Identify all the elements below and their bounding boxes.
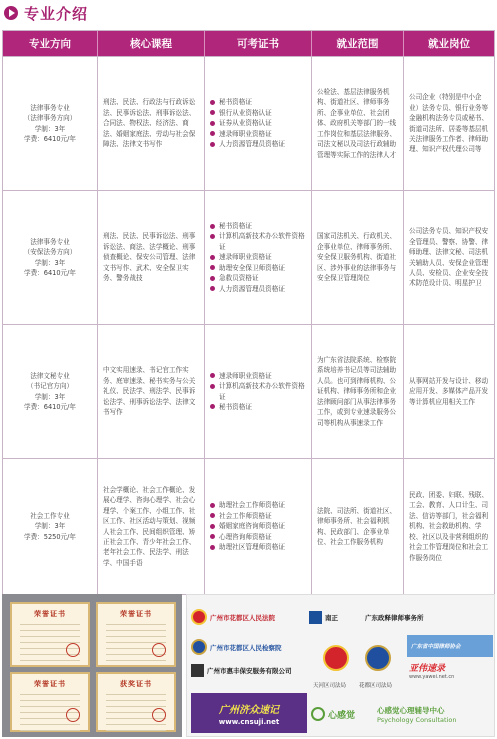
cert-item: 速录师职业资格证 bbox=[210, 371, 306, 381]
table-row bbox=[3, 56, 494, 190]
certs-cell bbox=[205, 325, 312, 458]
partners-logos bbox=[186, 594, 495, 737]
certificates-photo bbox=[2, 594, 182, 737]
partner-banner: 广东省中国律师协会 bbox=[407, 635, 493, 657]
cert-item: 人力资源管理员资格证 bbox=[210, 139, 306, 149]
procuratorate-emblem-icon bbox=[191, 639, 207, 655]
partner-logo: 广州市花都区人民检察院 bbox=[191, 637, 311, 657]
table-row bbox=[3, 324, 494, 458]
security-logo-icon bbox=[191, 664, 204, 677]
partner-banner: 广州济众速记 www.cnsuji.net bbox=[191, 693, 307, 733]
cert-item: 社会工作师资格证 bbox=[210, 511, 306, 521]
court-emblem-icon bbox=[191, 609, 207, 625]
partner-logo: 心感觉心理辅导中心 Psychology Consultation bbox=[377, 705, 457, 724]
partner-logo: 心感觉 bbox=[311, 699, 371, 729]
emblem-icon bbox=[365, 645, 391, 671]
column-header: 专业方向 bbox=[3, 31, 98, 56]
partner-logo: 南正 bbox=[309, 607, 359, 627]
section-header bbox=[0, 0, 497, 28]
cert-item: 心理咨询师资格证 bbox=[210, 532, 306, 542]
scope-cell: 公检法、基层法律服务机构、街道社区、律师事务所、企事业单位、社会团体、政府机关等部门的一线工作岗位和基层法律服务、司法文秘以及司法行政辅助管理等实际工作的法律人才 bbox=[312, 57, 404, 190]
nanzheng-logo-icon bbox=[309, 611, 322, 624]
cert-item: 助理社会工作师资格证 bbox=[210, 500, 306, 510]
partner-logo: 广东政释律师事务所 bbox=[365, 613, 424, 622]
partner-logo: 广州市花都区人民法院 bbox=[191, 607, 306, 627]
jobs-cell: 公司法务专员、知识产权安全管理员、警察、协警、律师助理、法律文秘、司法机关辅助人员、安保企业管理人员、安检员、企业安全技术防范设计员、明星护卫 bbox=[409, 227, 489, 288]
emblem-icon bbox=[323, 645, 349, 671]
column-header: 核心课程 bbox=[98, 31, 205, 56]
partner-emblem bbox=[359, 639, 397, 677]
certificate: 荣誉证书 bbox=[10, 602, 90, 667]
cert-item: 速录师职业资格证 bbox=[210, 129, 306, 139]
jobs-cell: 民政、团委、妇联、残联、工会、教育、人口计生、司法、信访等部门，社会福利机构、社会救助机构、学校、社区以及非营利组织的社会工作管理岗位和社会工作服务岗位 bbox=[409, 491, 489, 562]
bottom-section bbox=[2, 594, 495, 737]
jobs-cell: 公司企业（特别是中小企业）法务专员、银行业务等金融机构法务专员或秘书、街道司法所、居委等基层机关法律服务工作者、律师助理、知识产权代理公司等 bbox=[409, 93, 489, 154]
major-cell: 法律事务专业 （法律事务方向） 学制：3年 学费：6410元/年 bbox=[3, 57, 98, 190]
certs-cell bbox=[205, 191, 312, 324]
major-cell: 法律事务专业 （安保法务方向） 学制：3年 学费：6410元/年 bbox=[3, 191, 98, 324]
seal-icon bbox=[66, 643, 80, 657]
cert-item: 银行从业资格认证 bbox=[210, 108, 306, 118]
cert-item: 秘书资格证 bbox=[210, 402, 306, 412]
cert-item: 计算机高新技术办公软件资格证 bbox=[210, 231, 306, 252]
seal-icon bbox=[66, 708, 80, 722]
table-row bbox=[3, 190, 494, 324]
jobs-cell: 从事网站开发与设计、移动应用开发、多媒体产品开发等计算机应用相关工作 bbox=[409, 376, 489, 406]
cert-item: 秘书资格证 bbox=[210, 97, 306, 107]
column-header: 就业范围 bbox=[312, 31, 404, 56]
column-header: 可考证书 bbox=[205, 31, 312, 56]
partner-caption: 天河区司法局 bbox=[313, 683, 347, 689]
seal-icon bbox=[152, 708, 166, 722]
column-header: 就业岗位 bbox=[428, 38, 470, 50]
partner-logo: 广州市惠丰保安服务有限公司 bbox=[191, 661, 311, 679]
cert-item: 速录师职业资格证 bbox=[210, 252, 306, 262]
partner-emblem bbox=[317, 639, 355, 677]
cert-item: 人力资源管理员资格证 bbox=[210, 284, 306, 294]
certificate: 荣誉证书 bbox=[96, 602, 176, 667]
cert-item: 急救员资格证 bbox=[210, 273, 306, 283]
major-cell: 法律文秘专业 （书记官方向） 学制：3年 学费：6410元/年 bbox=[3, 325, 98, 458]
major-cell: 社会工作专业 学制：3年 学费：5250元/年 bbox=[3, 459, 98, 594]
certs-cell bbox=[205, 459, 312, 594]
page-title: 专业介绍 bbox=[24, 5, 89, 23]
courses-cell: 中文实用速录、书记官工作实务、庭审速录、秘书实务与公关礼仪、民法学、刑法学、民事诉讼法学、刑事诉讼法学、法律文书写作 bbox=[98, 325, 205, 458]
cert-item: 助理社区管理师资格证 bbox=[210, 542, 306, 552]
certificate: 荣誉证书 bbox=[10, 672, 90, 732]
scope-cell: 为广东省法院系统、检察院系统培养书记员等司法辅助人员。也可到律师机构、公证机构、律师事务所和企业法律顾问部门从事法律事务工作，或到专业速录服务公司等机构从事速录工作 bbox=[312, 325, 404, 458]
cert-item: 秘书资格证 bbox=[210, 221, 306, 231]
courses-cell: 刑法、民法、行政法与行政诉讼法、民事诉讼法、刑事诉讼法、合同法、物权法、经济法、商法、婚姻家庭法、劳动与社会保障法、法律文书写作 bbox=[98, 57, 205, 190]
majors-table bbox=[2, 30, 495, 595]
certs-cell bbox=[205, 57, 312, 190]
cert-item: 婚姻家庭咨询师资格证 bbox=[210, 521, 306, 531]
seal-icon bbox=[152, 643, 166, 657]
partner-logo: 亚伟速录 www.yawei.net.cn bbox=[409, 663, 455, 680]
courses-cell: 刑法、民法、民事诉讼法、刑事诉讼法、商法、法学概论、刑事侦查概论、保安公司管理、法律文书写作、武术、安全保卫实务、警务战技 bbox=[98, 191, 205, 324]
certificate: 获奖证书 bbox=[96, 672, 176, 732]
heart-icon bbox=[311, 707, 325, 721]
cert-item: 助理安全保卫师资格证 bbox=[210, 263, 306, 273]
cert-item: 证券从业资格认证 bbox=[210, 118, 306, 128]
table-row bbox=[3, 458, 494, 594]
partner-caption: 花都区司法局 bbox=[359, 683, 393, 689]
cert-item: 计算机高新技术办公软件资格证 bbox=[210, 381, 306, 402]
scope-cell: 法院、司法所、街道社区、律师事务所、社会福利机构、民政部门、企事业单位、社会工作服务机构 bbox=[312, 459, 404, 594]
courses-cell: 社会学概论、社会工作概论、发展心理学、咨询心理学、社会心理学、个案工作、小组工作、社区工作、社区活动与策划、视频人社会工作、民间组织管理、矫正社会工作、青少年社会工作、老年社会工作、民法学、刑法学、中国手语 bbox=[98, 459, 205, 594]
scope-cell: 国家司法机关、行政机关、企事业单位、律师事务所、安全保卫服务机构、街道社区、涉外事业的法律事务与安全保卫管理岗位 bbox=[312, 191, 404, 324]
play-circle-icon bbox=[4, 6, 18, 20]
table-header bbox=[3, 31, 494, 56]
